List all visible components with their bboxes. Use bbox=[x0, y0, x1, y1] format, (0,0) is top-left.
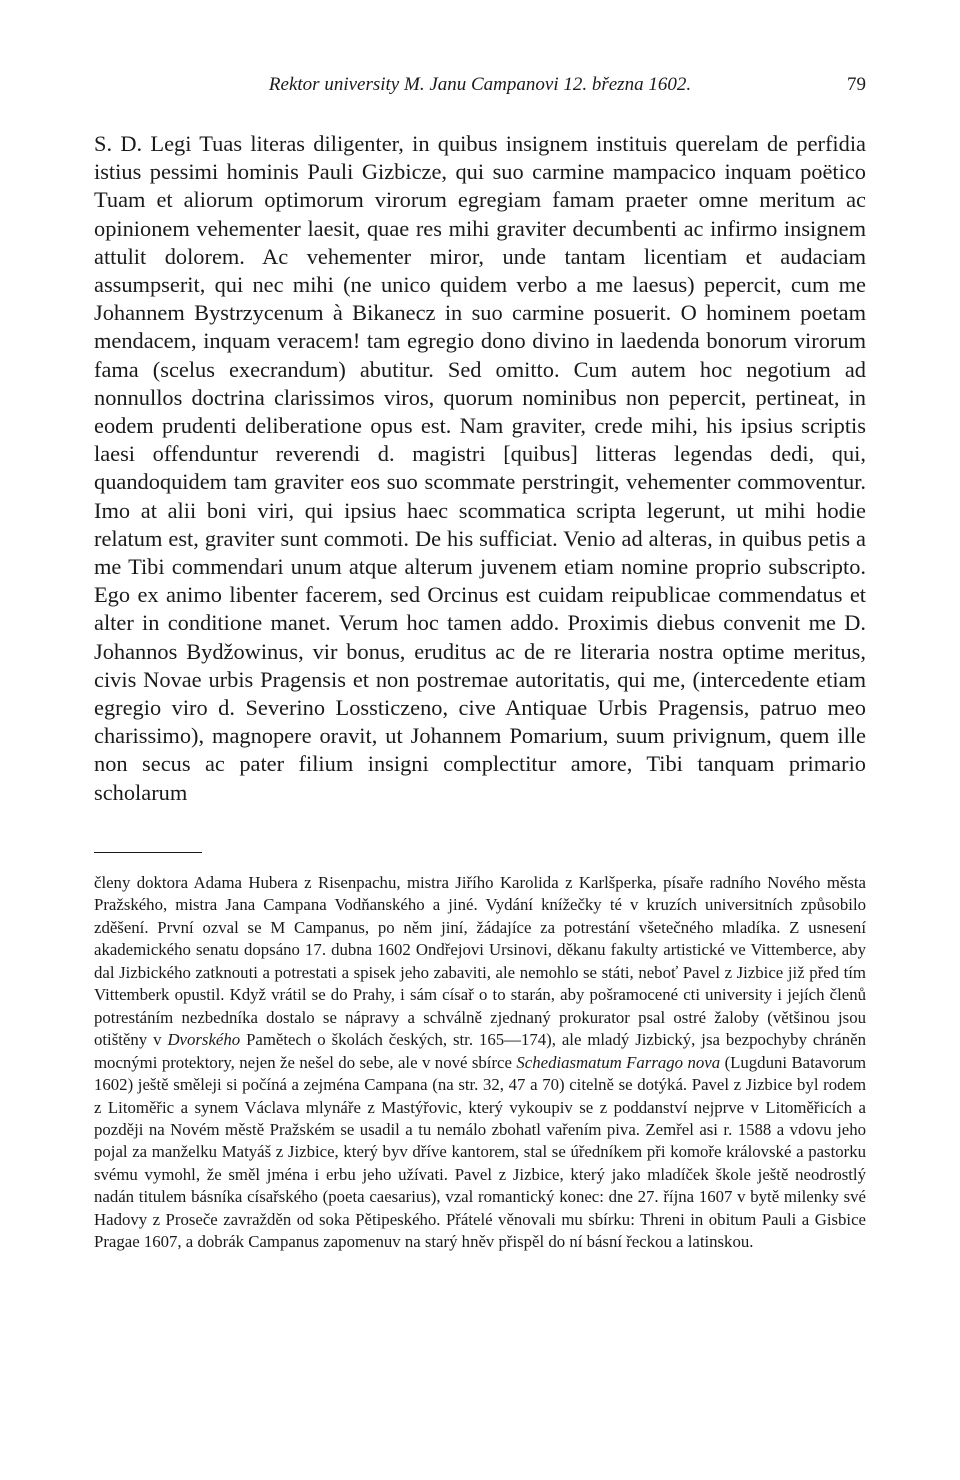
footnote-text-3: (Lugduni Batavorum 1602) ještě směleji si počíná a zejména Campana (na str. 32, 47 a 70) citelně se dotýká. Pavel z Jizbice byl rodem z Litoměřic a synem Václava mlynáře z Mastýřovic, který vykoupiv se z poddanství nejprve v Litoměřicích a později na Novém městě Pražském se usadil a tu nemálo zbohatl vařením piva. Zemřel asi r. 1588 a vdovu jeho pojal za manželku Matyáš z Jizbice, který byv dříve kantorem, stal se úředníkem při komoře královské a pastorku svému vymohl, že směl jména i erbu jeho užívati. Pavel z Jizbice, který jako mladíček škole ještě neodrostlý nadán titulem básníka císařského (poeta caesarius), vzal romantický konec: dne 27. října 1607 v bytě milenky své Hadovy z Proseče zavražděn od soka Pětipeského. Přátelé věnovali mu sbírku: Threni in obitum Pauli a Gisbice Pragae 1607, a dobrák Campanus zapomenuv na starý hněv přispěl do ní básní řeckou a latinskou. bbox=[94, 1052, 867, 1252]
footnote-italic-farrago: Schediasmatum Farrago nova bbox=[516, 1052, 721, 1072]
page-number: 79 bbox=[847, 74, 866, 95]
footnote bbox=[94, 872, 866, 1254]
footnote-paragraph bbox=[94, 872, 866, 1254]
footnote-separator bbox=[94, 852, 202, 853]
running-title: Rektor university M. Janu Campanovi 12. března 1602. bbox=[268, 74, 692, 95]
page-header bbox=[94, 74, 866, 104]
footnote-text-2: Pamětech o školách českých, str. 165—174), ale mladý Jizbický, jsa bezpochyby chráněn mocnými protektory, nejen že nešel do sebe, ale v nové sbírce bbox=[94, 1030, 867, 1072]
main-text bbox=[94, 130, 866, 807]
footnote-text-1: členy doktora Adama Hubera z Risenpachu, mistra Jiřího Karolida z Karlšperka, písaře radního Nového města Pražského, mistra Jana Campana Vodňanského a jiné. Vydání knížečky té v kruzích universitních způsobilo zděšení. První ozval se M Campanus, po něm jiní, žádajíce za potrestání všetečného mladíka. Z usnesení akademického senatu dopsáno 17. dubna 1602 Ondřejovi Ursinovi, děkanu fakulty artistické ve Vittemberce, aby dal Jizbického zatknouti a potrestati a spisek jeho zabaviti, ale nemohlo se státi, neboť Pavel z Jizbice již před tím Vittemberk opustil. Když vrátil se do Prahy, i sám císař o to starán, aby pošramocené cti university i jejích členů potrestáním nezbedníka dostalo se nápravy a schválně zjednaný prokurator psal ostré žaloby (většinou jsou otištěny v bbox=[94, 873, 866, 1050]
body-paragraph: S. D. Legi Tuas literas diligenter, in quibus insignem instituis querelam de perfidia istius pessimi hominis Pauli Gizbicze, qui suo carmine mampacico inquam poëtico Tuam et aliorum optimorum virorum egregiam famam praeter omne meritum ac opinionem vehementer laesit, quae res mihi graviter decumbenti ac infirmo insignem attulit dolorem. Ac vehementer miror, unde tantam licentiam et audaciam assumpserit, qui nec mihi (ne unico quidem verbo a me laesus) pepercit, cum me Johannem Bystrzycenum à Bikanecz in suo carmine posuerit. O hominem poetam mendacem, inquam veracem! tam egregio dono divino in laedenda bonorum virorum fama (scelus execrandum) abutitur. Sed omitto. Cum autem hoc negotium ad nonnullos doctrina clarissimos viros, quorum nominibus non pepercit, pertineat, in eodem prudenti deliberatione opus est. Nam graviter, crede mihi, his ipsius scriptis laesi offenduntur reverendi d. magistri [quibus] litteras legendas dedi, qui, quandoquidem tam graviter eos suo scommate perstringit, vehementer commoventur. Imo at alii boni viri, qui ipsius haec scommatica scripta legerunt, ut mihi hodie relatum est, graviter sunt commoti. De his sufficiat. Venio ad alteras, in quibus petis a me Tibi commendari unum atque alterum juvenem etiam nomine proprio subscripto. Ego ex animo libenter facerem, sed Orcinus est cuidam reipublicae commendatus et alter in conditione manet. Verum hoc tamen addo. Proximis diebus convenit me D. Johannos Bydžowinus, vir bonus, eruditus ac de re literaria nostra optime meritus, civis Novae urbis Pragensis et non postremae autoritatis, qui me, (intercedente etiam egregio viro d. Severino Lossticzeno, cive Antiquae Urbis Pragensis, patruo meo charissimo), magnopere oravit, ut Johannem Pomarium, suum privignum, quem ille non secus ac pater filium insigni complectitur amore, Tibi tanquam primario scholarum bbox=[94, 131, 866, 805]
footnote-italic-dvorskeho: Dvorského bbox=[167, 1030, 241, 1050]
